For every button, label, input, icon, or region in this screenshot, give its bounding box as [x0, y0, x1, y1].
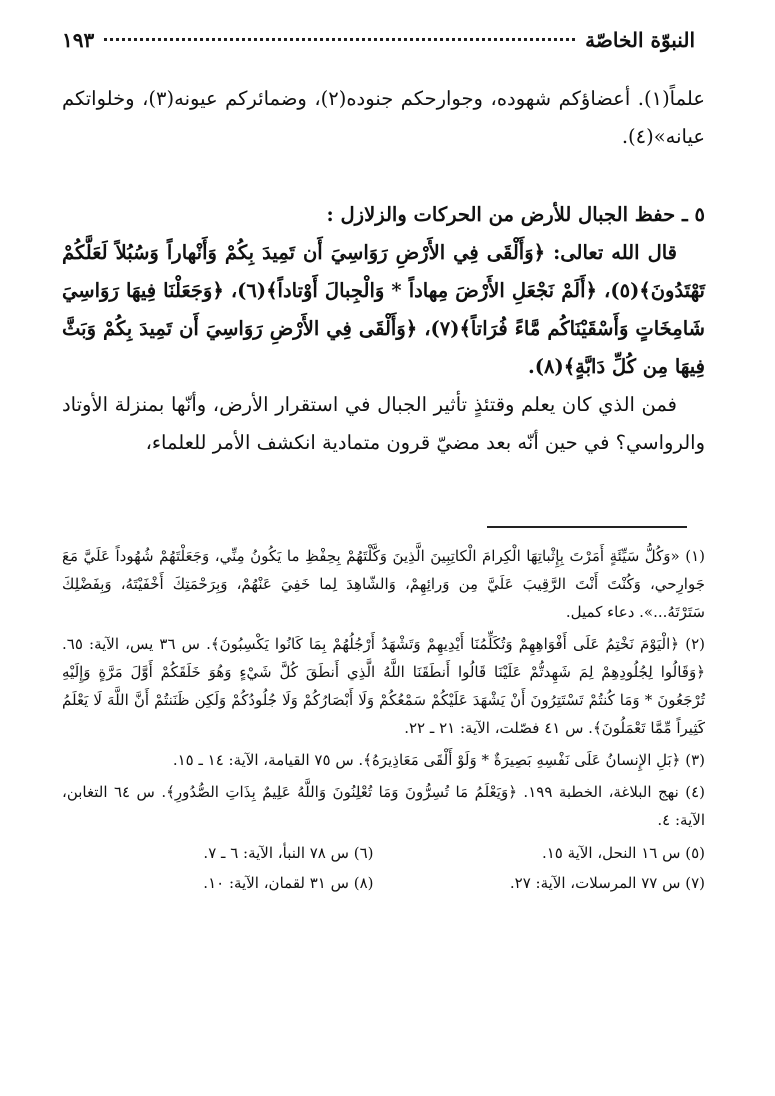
header-dot-leader [104, 38, 575, 41]
footnote-7: (٧) س ٧٧ المرسلات، الآية: ٢٧. [509, 874, 705, 892]
footnote-1: (١) «وَكُلُّ سَيِّئَةٍ أَمَرْتَ بِإِثْباتِهَا الْكِرامَ الْكاتِبِينَ الَّذِينَ وَكَّلْتَهُمْ بِحِفْظِ ما يَكُونُ مِنِّي، وَجَعَلْتَهُمْ شُهُوداً عَلَيَّ مَعَ جَوارِحي، وَكُنْتَ أَنْتَ الرَّقِيبَ عَلَيَّ مِن وَرائِهِمْ، وَالشّاهِدَ لِما خَفِيَ عَنْهُمْ، وَبِرَحْمَتِكَ أَخْفَيْتَهُ، وَبِفَضْلِكَ سَتَرْتَهُ...». دعاء كميل. [62, 547, 705, 621]
page-number: ١٩٣ [62, 28, 95, 52]
closing-paragraph: فمن الذي كان يعلم وقتئذٍ تأثير الجبال في استقرار الأرض، وأنّها بمنزلة الأوتاد والرواسي؟ في حين أنّه بعد مضيّ قرون متمادية انكشف الأمر للعلماء، [62, 393, 705, 454]
chapter-title: النبوّة الخاصّة [585, 28, 695, 52]
footnote-5: (٥) س ١٦ النحل، الآية ١٥. [541, 844, 705, 862]
main-text [62, 80, 705, 462]
quran-verses-paragraph: قال الله تعالى: ﴿وَأَلْقَى فِي الأَرْضِ رَوَاسِيَ أَن تَمِيدَ بِكُمْ وَأَنْهاراً وَسُبُلاً لَعَلَّكُمْ تَهْتَدُونَ﴾(٥)، ﴿أَلَمْ نَجْعَلِ الأَرْضَ مِهاداً * وَالْجِبالَ أَوْتاداً﴾(٦)، ﴿وَجَعَلْنَا فِيهَا رَوَاسِيَ شَامِخَاتٍ وَأَسْقَيْنَاكُم مَّاءً فُرَاتاً﴾(٧)، ﴿وَأَلْقَى فِي الأَرْضِ رَوَاسِيَ أَن تَمِيدَ بِكُمْ وَبَثَّ فِيهَا مِن كُلِّ دَابَّةٍ﴾(٨). [62, 241, 705, 378]
footnote-3: (٣) ﴿بَلِ الإِنسانُ عَلَى نَفْسِهِ بَصِيرَةٌ * وَلَوْ أَلْقَى مَعَاذِيرَهُ﴾. س ٧٥ القيامة، الآية: ١٤ ـ ١٥. [172, 751, 705, 769]
intro-paragraph: علماً(١). أعضاؤكم شهوده، وجوارحكم جنوده(٢)، وضمائركم عيونه(٣)، وخلواتكم عيانه»(٤). [62, 87, 705, 148]
section-heading: ٥ ـ حفظ الجبال للأرض من الحركات والزلازل : [326, 203, 705, 226]
running-header [62, 28, 695, 56]
footnote-4: (٤) نهج البلاغة، الخطبة ١٩٩. ﴿وَيَعْلَمُ مَا تُسِرُّونَ وَمَا تُعْلِنُونَ وَاللَّهُ عَلِيمٌ بِذَاتِ الصُّدُورِ﴾. س ٦٤ التغابن، الآية: ٤. [62, 783, 705, 829]
footnote-separator [487, 526, 687, 528]
footnote-2: (٢) ﴿الْيَوْمَ نَخْتِمُ عَلَى أَفْوَاهِهِمْ وَتُكَلِّمُنَا أَيْدِيهِمْ وَتَشْهَدُ أَرْجُلُهُمْ بِمَا كَانُوا يَكْسِبُونَ﴾. س ٣٦ يس، الآية: ٦٥. ﴿وَقَالُوا لِجُلُودِهِمْ لِمَ شَهِدتُّمْ عَلَيْنَا قَالُوا أَنطَقَنَا اللَّهُ الَّذِي أَنطَقَ كُلَّ شَيْءٍ وَهُوَ خَلَقَكُمْ أَوَّلَ مَرَّةٍ وَإِلَيْهِ تُرْجَعُونَ * وَمَا كُنتُمْ تَسْتَتِرُونَ أَنْ يَشْهَدَ عَلَيْكُمْ سَمْعُكُمْ وَلَا أَبْصَارُكُمْ وَلَا جُلُودُكُمْ وَلَكِن ظَنَنتُمْ أَنَّ اللَّهَ لَا يَعْلَمُ كَثِيراً مِّمَّا تَعْمَلُونَ﴾. س ٤١ فصّلت، الآية: ٢١ ـ ٢٢. [62, 635, 706, 737]
footnotes-short-grid [62, 838, 705, 898]
footnote-8: (٨) س ٣١ لقمان، الآية: ١٠. [203, 874, 374, 892]
footnote-6: (٦) س ٧٨ النبأ، الآية: ٦ ـ ٧. [203, 844, 374, 862]
footnotes [62, 542, 705, 898]
